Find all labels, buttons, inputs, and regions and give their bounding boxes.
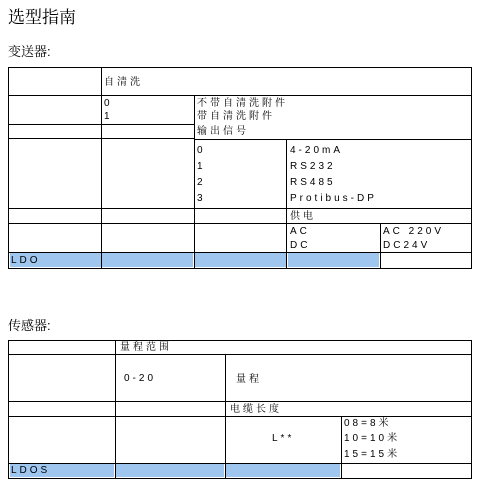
output-signal-label: 输出信号 bbox=[197, 126, 249, 137]
range-desc: 量程 bbox=[236, 374, 262, 385]
range-label: 量程范围 bbox=[120, 342, 172, 353]
option-code-0: 0 bbox=[104, 98, 113, 109]
model-code: LDO bbox=[11, 255, 41, 266]
transmitter-heading: 变送器: bbox=[8, 44, 51, 59]
signal-name: 4-20mA bbox=[290, 145, 344, 156]
model-code: LDOS bbox=[11, 465, 51, 476]
cable-option: 10=10米 bbox=[344, 433, 401, 444]
signal-code: 3 bbox=[197, 193, 206, 204]
self-clean-label: 自清洗 bbox=[104, 77, 143, 88]
range-code: 0-20 bbox=[124, 373, 157, 384]
cable-code: L** bbox=[272, 433, 295, 444]
power-value: AC 220V bbox=[383, 226, 445, 237]
cable-option: 15=15米 bbox=[344, 449, 401, 460]
signal-code: 0 bbox=[197, 145, 206, 156]
power-value: DC24V bbox=[383, 240, 431, 251]
signal-name: RS485 bbox=[290, 177, 336, 188]
signal-name: Protibus-DP bbox=[290, 193, 377, 204]
sensor-heading: 传感器: bbox=[8, 318, 51, 333]
option-desc-0: 不带自清洗附件 bbox=[197, 98, 288, 109]
signal-name: RS232 bbox=[290, 161, 336, 172]
power-label: 供电 bbox=[290, 211, 316, 222]
power-code: DC bbox=[290, 240, 311, 251]
cable-option: 08=8米 bbox=[344, 418, 392, 429]
signal-code: 1 bbox=[197, 161, 206, 172]
page-title: 选型指南 bbox=[8, 8, 76, 27]
option-desc-1: 带自清洗附件 bbox=[197, 111, 275, 122]
signal-code: 2 bbox=[197, 177, 206, 188]
cable-length-label: 电缆长度 bbox=[230, 404, 282, 415]
option-code-1: 1 bbox=[104, 111, 113, 122]
power-code: AC bbox=[290, 226, 310, 237]
